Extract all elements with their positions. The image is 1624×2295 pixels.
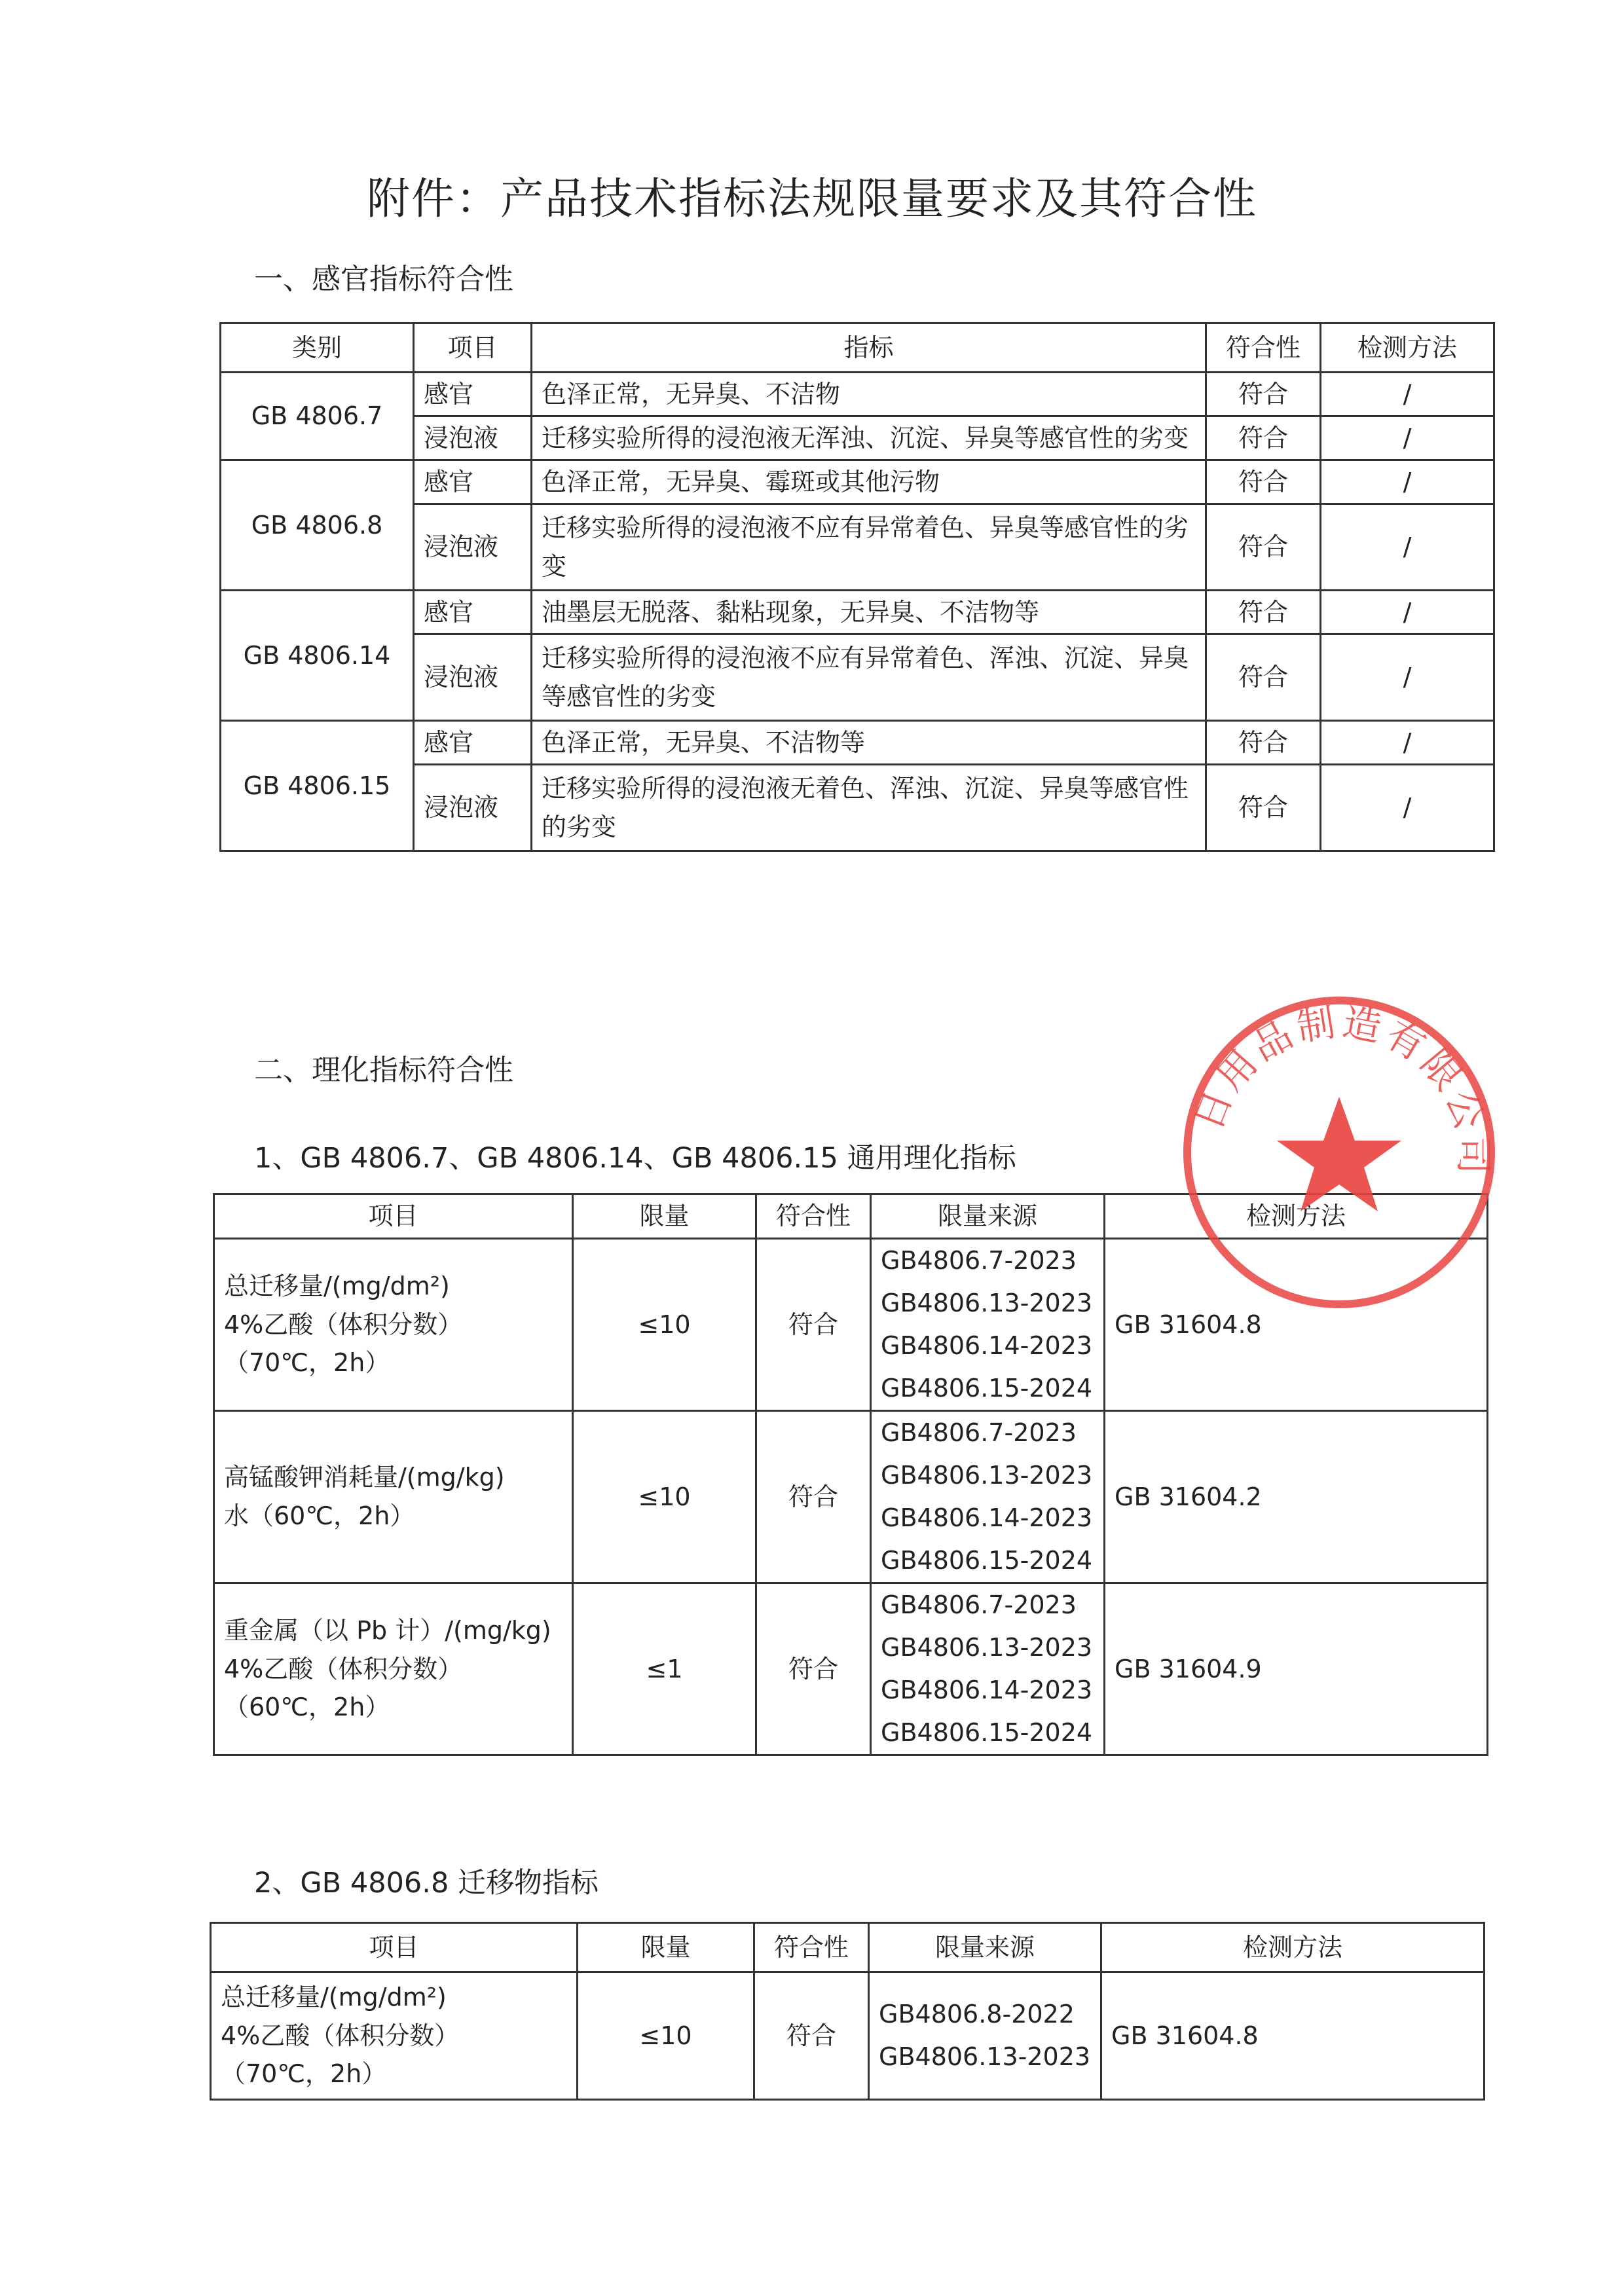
method-cell: GB 31604.8 [1105,1239,1488,1411]
table-row [221,721,1494,765]
indicator-cell: 色泽正常，无异臭、霉斑或其他污物 [532,460,1206,504]
result-cell: 符合 [1206,416,1321,460]
source-line: GB4806.8-2022 [879,2000,1075,2029]
source-line: GB4806.13-2023 [881,1289,1093,1317]
indicator-cell: 油墨层无脱落、黏粘现象，无异臭、不洁物等 [532,591,1206,634]
result-cell: 符合 [1206,634,1321,721]
source-line: GB4806.14-2023 [881,1503,1093,1532]
header-item: 项目 [414,323,532,373]
indicator-cell: 色泽正常，无异臭、不洁物等 [532,721,1206,765]
header-result: 符合性 [756,1194,871,1239]
section2-heading: 二、理化指标符合性 [254,1054,513,1087]
category-cell: GB 4806.7 [221,373,414,460]
header-result: 符合性 [1206,323,1321,373]
migration-table [210,1922,1485,2101]
item-line: 高锰酸钾消耗量/(mg/kg) [224,1463,505,1492]
indicator-cell: 迁移实验所得的浸泡液不应有异常着色、浑浊、沉淀、异臭等感官性的劣变 [532,634,1206,721]
result-cell: 符合 [756,1583,871,1755]
table-row [214,1583,1488,1755]
category-cell: GB 4806.8 [221,460,414,591]
result-cell: 符合 [756,1411,871,1583]
result-cell: 符合 [1206,460,1321,504]
indicator-cell: 迁移实验所得的浸泡液无着色、浑浊、沉淀、异臭等感官性的劣变 [532,765,1206,851]
method-cell: / [1321,416,1494,460]
seal-text: 日用品制造有限公司 [1185,999,1496,1179]
source-line: GB4806.13-2023 [879,2042,1091,2071]
source-line: GB4806.14-2023 [881,1676,1093,1704]
item-cell [214,1239,573,1411]
item-line: （70℃，2h） [221,2059,387,2089]
item-line: 4%乙酸（体积分数） [224,1310,463,1339]
result-cell: 符合 [1206,765,1321,851]
table-row [221,460,1494,504]
method-cell: / [1321,591,1494,634]
source-line: GB4806.14-2023 [881,1331,1093,1360]
source-line: GB4806.15-2024 [881,1374,1093,1403]
source-line: GB4806.13-2023 [881,1461,1093,1490]
result-cell: 符合 [1206,591,1321,634]
header-method: 检测方法 [1321,323,1494,373]
star-icon [1277,1097,1401,1211]
header-method: 检测方法 [1105,1194,1488,1239]
method-cell: / [1321,460,1494,504]
item-cell: 浸泡液 [414,765,532,851]
method-cell: GB 31604.8 [1101,1972,1485,2100]
header-limit: 限量 [573,1194,756,1239]
table-row [221,373,1494,416]
source-line: GB4806.13-2023 [881,1633,1093,1662]
category-cell: GB 4806.15 [221,721,414,851]
header-item: 项目 [211,1923,578,1972]
item-line: 总迁移量/(mg/dm²) [224,1271,450,1300]
item-cell: 感官 [414,460,532,504]
result-cell: 符合 [1206,721,1321,765]
table-row [214,1411,1488,1583]
item-line: 4%乙酸（体积分数） [224,1654,463,1683]
method-cell: / [1321,373,1494,416]
limit-cell: ≤10 [578,1972,754,2100]
indicator-cell: 迁移实验所得的浸泡液不应有异常着色、异臭等感官性的劣变 [532,504,1206,591]
item-line: 水（60℃，2h） [224,1501,415,1530]
table-row [211,1972,1485,2100]
method-cell: / [1321,721,1494,765]
header-category: 类别 [221,323,414,373]
header-source: 限量来源 [871,1194,1105,1239]
source-cell [871,1411,1105,1583]
item-cell: 感官 [414,721,532,765]
method-cell: GB 31604.2 [1105,1411,1488,1583]
source-line: GB4806.7-2023 [881,1590,1077,1619]
item-cell [211,1972,578,2100]
company-seal [1175,989,1503,1316]
sensory-table [219,322,1495,852]
item-cell: 感官 [414,373,532,416]
source-cell [871,1239,1105,1411]
limit-cell: ≤10 [573,1239,756,1411]
source-cell [869,1972,1101,2100]
header-result: 符合性 [754,1923,869,1972]
method-cell: / [1321,504,1494,591]
item-line: （70℃，2h） [224,1348,390,1378]
header-method: 检测方法 [1101,1923,1485,1972]
page-title: 附件：产品技术指标法规限量要求及其符合性 [367,174,1257,224]
source-line: GB4806.7-2023 [881,1418,1077,1447]
header-indicator: 指标 [532,323,1206,373]
indicator-cell: 迁移实验所得的浸泡液无浑浊、沉淀、异臭等感官性的劣变 [532,416,1206,460]
result-cell: 符合 [756,1239,871,1411]
header-source: 限量来源 [869,1923,1101,1972]
category-cell: GB 4806.14 [221,591,414,721]
source-line: GB4806.15-2024 [881,1546,1093,1575]
sub1-heading: 1、GB 4806.7、GB 4806.14、GB 4806.15 通用理化指标 [254,1142,1016,1175]
method-cell: GB 31604.9 [1105,1583,1488,1755]
sub2-heading: 2、GB 4806.8 迁移物指标 [254,1867,599,1900]
item-cell [214,1411,573,1583]
limit-cell: ≤1 [573,1583,756,1755]
item-cell [214,1583,573,1755]
source-line: GB4806.15-2024 [881,1718,1093,1747]
indicator-cell: 色泽正常，无异臭、不洁物 [532,373,1206,416]
header-limit: 限量 [578,1923,754,1972]
limit-cell: ≤10 [573,1411,756,1583]
item-cell: 感官 [414,591,532,634]
item-cell: 浸泡液 [414,504,532,591]
source-cell [871,1583,1105,1755]
result-cell: 符合 [754,1972,869,2100]
method-cell: / [1321,765,1494,851]
item-line: 重金属（以 Pb 计）/(mg/kg) [224,1615,551,1645]
section1-heading: 一、感官指标符合性 [254,263,513,296]
item-line: 4%乙酸（体积分数） [221,2021,460,2050]
item-cell: 浸泡液 [414,634,532,721]
item-line: 总迁移量/(mg/dm²) [221,1982,447,2011]
source-line: GB4806.7-2023 [881,1246,1077,1275]
item-cell: 浸泡液 [414,416,532,460]
table-row [221,591,1494,634]
header-item: 项目 [214,1194,573,1239]
method-cell: / [1321,634,1494,721]
result-cell: 符合 [1206,373,1321,416]
item-line: （60℃，2h） [224,1693,390,1722]
result-cell: 符合 [1206,504,1321,591]
